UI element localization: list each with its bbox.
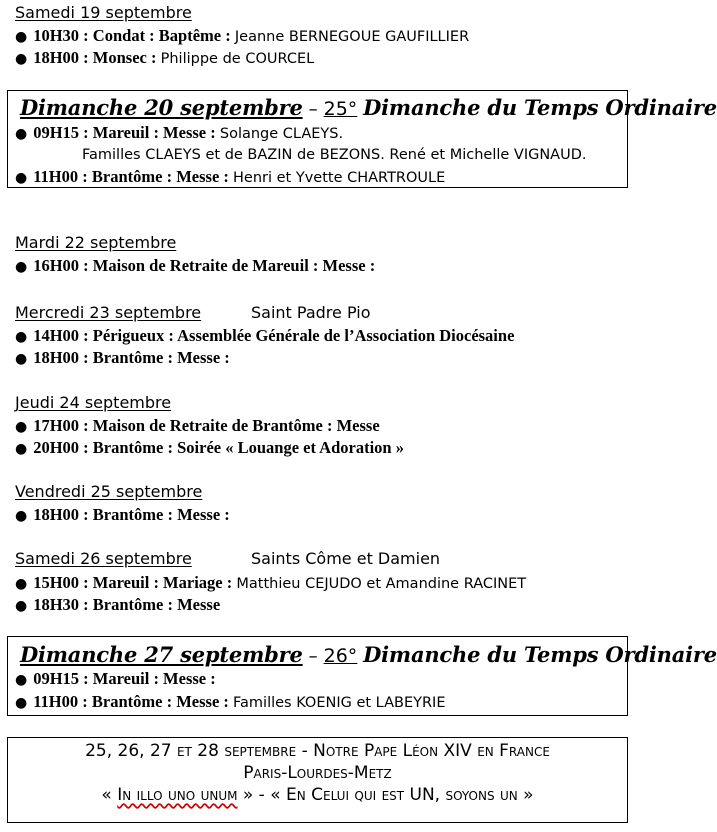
sunday-date: Dimanche 20 septembre (20, 95, 303, 120)
event-label: 14H00 : Périgueux : Assemblée Générale de l’Association Diocésaine (33, 326, 515, 345)
sunday-name: Dimanche du Temps Ordinaire (363, 95, 717, 120)
quote-open: « (101, 785, 118, 805)
event-names: Henri et Yvette CHARTROULE (233, 170, 446, 186)
event-label: 11H00 : Brantôme : Messe : (33, 692, 234, 711)
event-sun27-2 (15, 691, 446, 714)
event-sat19-1 (15, 25, 469, 48)
event-sun20-1-continued (15, 144, 587, 166)
event-label: 16H00 : Maison de Retraite de Mareuil : Messe : (33, 256, 376, 275)
event-sun27-1 (15, 668, 216, 691)
bullet-icon: ● (15, 126, 28, 142)
sunday-ordinal: 25° (323, 98, 358, 120)
bullet-icon: ● (15, 329, 28, 345)
sunday-date: Dimanche 27 septembre (20, 642, 303, 667)
event-names: Matthieu CEJUDO et Amandine RACINET (236, 576, 527, 592)
title-dash: – (308, 99, 318, 120)
banner-line-3 (8, 785, 627, 806)
event-label: 09H15 : Mareuil : Messe : (33, 123, 220, 142)
motto-translation: » - « En Celui qui est UN, soyons un » (237, 785, 534, 805)
event-fri25-1 (15, 504, 230, 527)
event-wed23-2 (15, 347, 230, 370)
day-heading-sat19: Samedi 19 septembre (15, 3, 192, 22)
bullet-icon: ● (15, 695, 28, 711)
event-label: 18H30 : Brantôme : Messe (33, 595, 221, 614)
bullet-icon: ● (15, 598, 28, 614)
sunday-title-20 (20, 95, 717, 123)
event-label: 18H00 : Brantôme : Messe : (33, 505, 230, 524)
bullet-icon: ● (15, 576, 28, 592)
bullet-icon: ● (15, 508, 28, 524)
banner-line-2: Paris-Lourdes-Metz (243, 763, 392, 783)
event-sat26-2 (15, 594, 220, 617)
day-heading-thu24: Jeudi 24 septembre (15, 393, 172, 412)
sunday-box-27 (7, 636, 717, 716)
event-names: Familles KOENIG et LABEYRIE (233, 695, 446, 711)
day-heading-wed23: Mercredi 23 septembre (15, 303, 202, 322)
event-label: 09H15 : Mareuil : Messe : (33, 669, 216, 688)
sunday-title-27 (20, 642, 717, 670)
event-label: 20H00 : Brantôme : Soirée « Louange et Adoration » (33, 438, 404, 457)
event-names: Jeanne BERNEGOUE GAUFILLIER (234, 29, 470, 45)
bullet-icon: ● (15, 441, 28, 457)
event-label: 18H00 : Brantôme : Messe : (33, 348, 230, 367)
event-sun20-1 (15, 122, 343, 145)
event-label: 18H00 : Monsec : (33, 48, 161, 67)
day-heading-sat26: Samedi 26 septembre (15, 549, 192, 568)
bullet-icon: ● (15, 170, 28, 186)
event-sat19-2 (15, 47, 314, 70)
event-sat26-1 (15, 572, 526, 595)
bullet-icon: ● (15, 51, 28, 67)
event-names: Philippe de COURCEL (160, 51, 315, 67)
bullet-icon: ● (15, 672, 28, 688)
event-tue22-1 (15, 255, 375, 278)
day-heading-fri25: Vendredi 25 septembre (15, 482, 203, 501)
event-wed23-1 (15, 325, 514, 348)
bullet-icon: ● (15, 259, 28, 275)
bullet-icon: ● (15, 419, 28, 435)
bullet-icon: ● (15, 351, 28, 367)
day-heading-tue22: Mardi 22 septembre (15, 233, 177, 252)
papal-visit-banner (7, 737, 628, 823)
banner-line-1: 25, 26, 27 et 28 septembre - Notre Pape Léon XIV en France (85, 741, 550, 761)
sunday-box-20 (7, 90, 717, 188)
sunday-ordinal: 26° (323, 645, 358, 667)
event-names: Solange CLAEYS. (219, 126, 344, 142)
latin-motto: In illo uno unum (117, 785, 238, 805)
saint-of-day-sat26: Saints Côme et Damien (251, 549, 441, 568)
bullet-icon: ● (15, 29, 28, 45)
event-thu24-2 (15, 437, 404, 460)
saint-of-day-wed23: Saint Padre Pio (251, 303, 371, 322)
event-thu24-1 (15, 415, 380, 438)
event-label: 11H00 : Brantôme : Messe : (33, 167, 234, 186)
event-label: 10H30 : Condat : Baptême : (33, 26, 235, 45)
event-sun20-2 (15, 166, 445, 189)
event-label: 15H00 : Mareuil : Mariage : (33, 573, 237, 592)
sunday-name: Dimanche du Temps Ordinaire (363, 642, 717, 667)
title-dash: – (308, 646, 318, 667)
event-label: 17H00 : Maison de Retraite de Brantôme : Messe (33, 416, 380, 435)
event-names: Familles CLAEYS et de BAZIN de BEZONS. René et Michelle VIGNAUD. (82, 147, 587, 163)
